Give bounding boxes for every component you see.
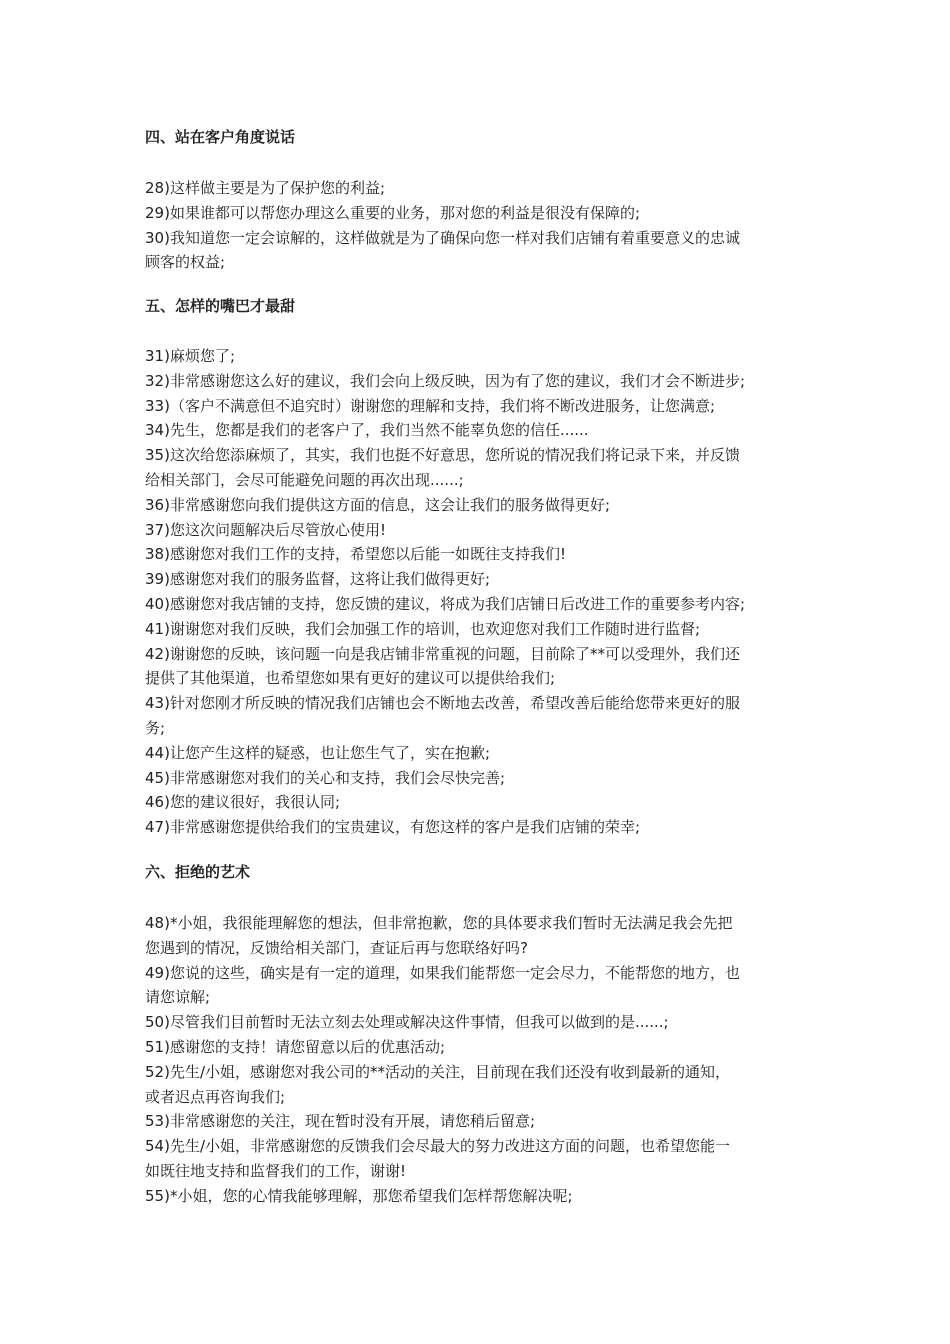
text-line: 39)感谢您对我们的服务监督，这将让我们做得更好; (145, 570, 490, 589)
section-heading-5: 五、怎样的嘴巴才最甜 (145, 297, 296, 315)
section-5-body (145, 344, 825, 840)
text-line: 34)先生，您都是我们的老客户了，我们当然不能辜负您的信任...... (145, 421, 589, 440)
text-line: 47)非常感谢您提供给我们的宝贵建议，有您这样的客户是我们店铺的荣幸; (145, 818, 640, 837)
text-line: 53)非常感谢您的关注，现在暂时没有开展，请您稍后留意; (145, 1112, 535, 1131)
section-heading-6: 六、拒绝的艺术 (145, 863, 251, 881)
section-heading-4: 四、站在客户角度说话 (145, 128, 296, 146)
text-line: 33)（客户不满意但不追究时）谢谢您的理解和支持，我们将不断改进服务，让您满意; (145, 396, 715, 415)
text-line: 29)如果谁都可以帮您办理这么重要的业务，那对您的利益是很没有保障的; (145, 203, 640, 222)
text-line: 46)您的建议很好，我很认同; (145, 793, 340, 812)
text-line: 您遇到的情况，反馈给相关部门，查证后再与您联络好吗? (145, 938, 528, 957)
text-line: 给相关部门，会尽可能避免问题的再次出现......; (145, 470, 464, 489)
text-line: 顾客的权益; (145, 253, 226, 272)
text-line: 务; (145, 718, 166, 737)
text-line: 54)先生/小姐，非常感谢您的反馈我们会尽最大的努力改进这方面的问题，也希望您能一 (145, 1137, 730, 1156)
text-line: 请您谅解; (145, 988, 211, 1007)
text-line: 提供了其他渠道，也希望您如果有更好的建议可以提供给我们; (145, 669, 556, 688)
text-line: 44)让您产生这样的疑惑，也让您生气了，实在抱歉; (145, 743, 490, 762)
text-line: 37)您这次问题解决后尽管放心使用! (145, 520, 386, 539)
text-line: 35)这次给您添麻烦了，其实，我们也挺不好意思，您所说的情况我们将记录下来，并反馈 (145, 446, 740, 465)
text-line: 30)我知道您一定会谅解的，这样做就是为了确保向您一样对我们店铺有着重要意义的忠诚 (145, 228, 740, 247)
text-line: 43)针对您刚才所反映的情况我们店铺也会不断地去改善，希望改善后能给您带来更好的服 (145, 694, 740, 713)
text-line: 41)谢谢您对我们反映，我们会加强工作的培训，也欢迎您对我们工作随时进行监督; (145, 619, 700, 638)
section-4-body (145, 176, 825, 275)
text-line: 51)感谢您的支持！请您留意以后的优惠活动; (145, 1037, 445, 1056)
text-line: 48)*小姐，我很能理解您的想法，但非常抱歉，您的具体要求我们暂时无法满足我会先把 (145, 914, 733, 932)
text-line: 49)您说的这些，确实是有一定的道理，如果我们能帮您一定会尽力，不能帮您的地方，也 (145, 963, 740, 982)
text-line: 45)非常感谢您对我们的关心和支持，我们会尽快完善; (145, 768, 505, 787)
text-line: 32)非常感谢您这么好的建议，我们会向上级反映，因为有了您的建议，我们才会不断进步; (145, 371, 745, 390)
text-line: 或者迟点再咨询我们; (145, 1087, 286, 1106)
text-line: 50)尽管我们目前暂时无法立刻去处理或解决这件事情，但我可以做到的是......; (145, 1013, 669, 1032)
text-line: 42)谢谢您的反映，该问题一向是我店铺非常重视的问题，目前除了**可以受理外，我们还 (145, 644, 740, 663)
text-line: 38)感谢您对我们工作的支持，希望您以后能一如既往支持我们! (145, 545, 566, 564)
text-line: 36)非常感谢您向我们提供这方面的信息，这会让我们的服务做得更好; (145, 495, 610, 514)
text-line: 如既往地支持和监督我们的工作，谢谢! (145, 1161, 407, 1180)
text-line: 52)先生/小姐，感谢您对我公司的**活动的关注，目前现在我们还没有收到最新的通知， (145, 1062, 730, 1081)
section-6-body (145, 911, 825, 1209)
text-line: 31)麻烦您了; (145, 347, 235, 365)
text-line: 40)感谢您对我店铺的支持，您反馈的建议，将成为我们店铺日后改进工作的重要参考内容; (145, 594, 745, 613)
text-line: 28)这样做主要是为了保护您的利益; (145, 179, 385, 197)
text-line: 55)*小姐，您的心情我能够理解，那您希望我们怎样帮您解决呢; (145, 1186, 573, 1205)
